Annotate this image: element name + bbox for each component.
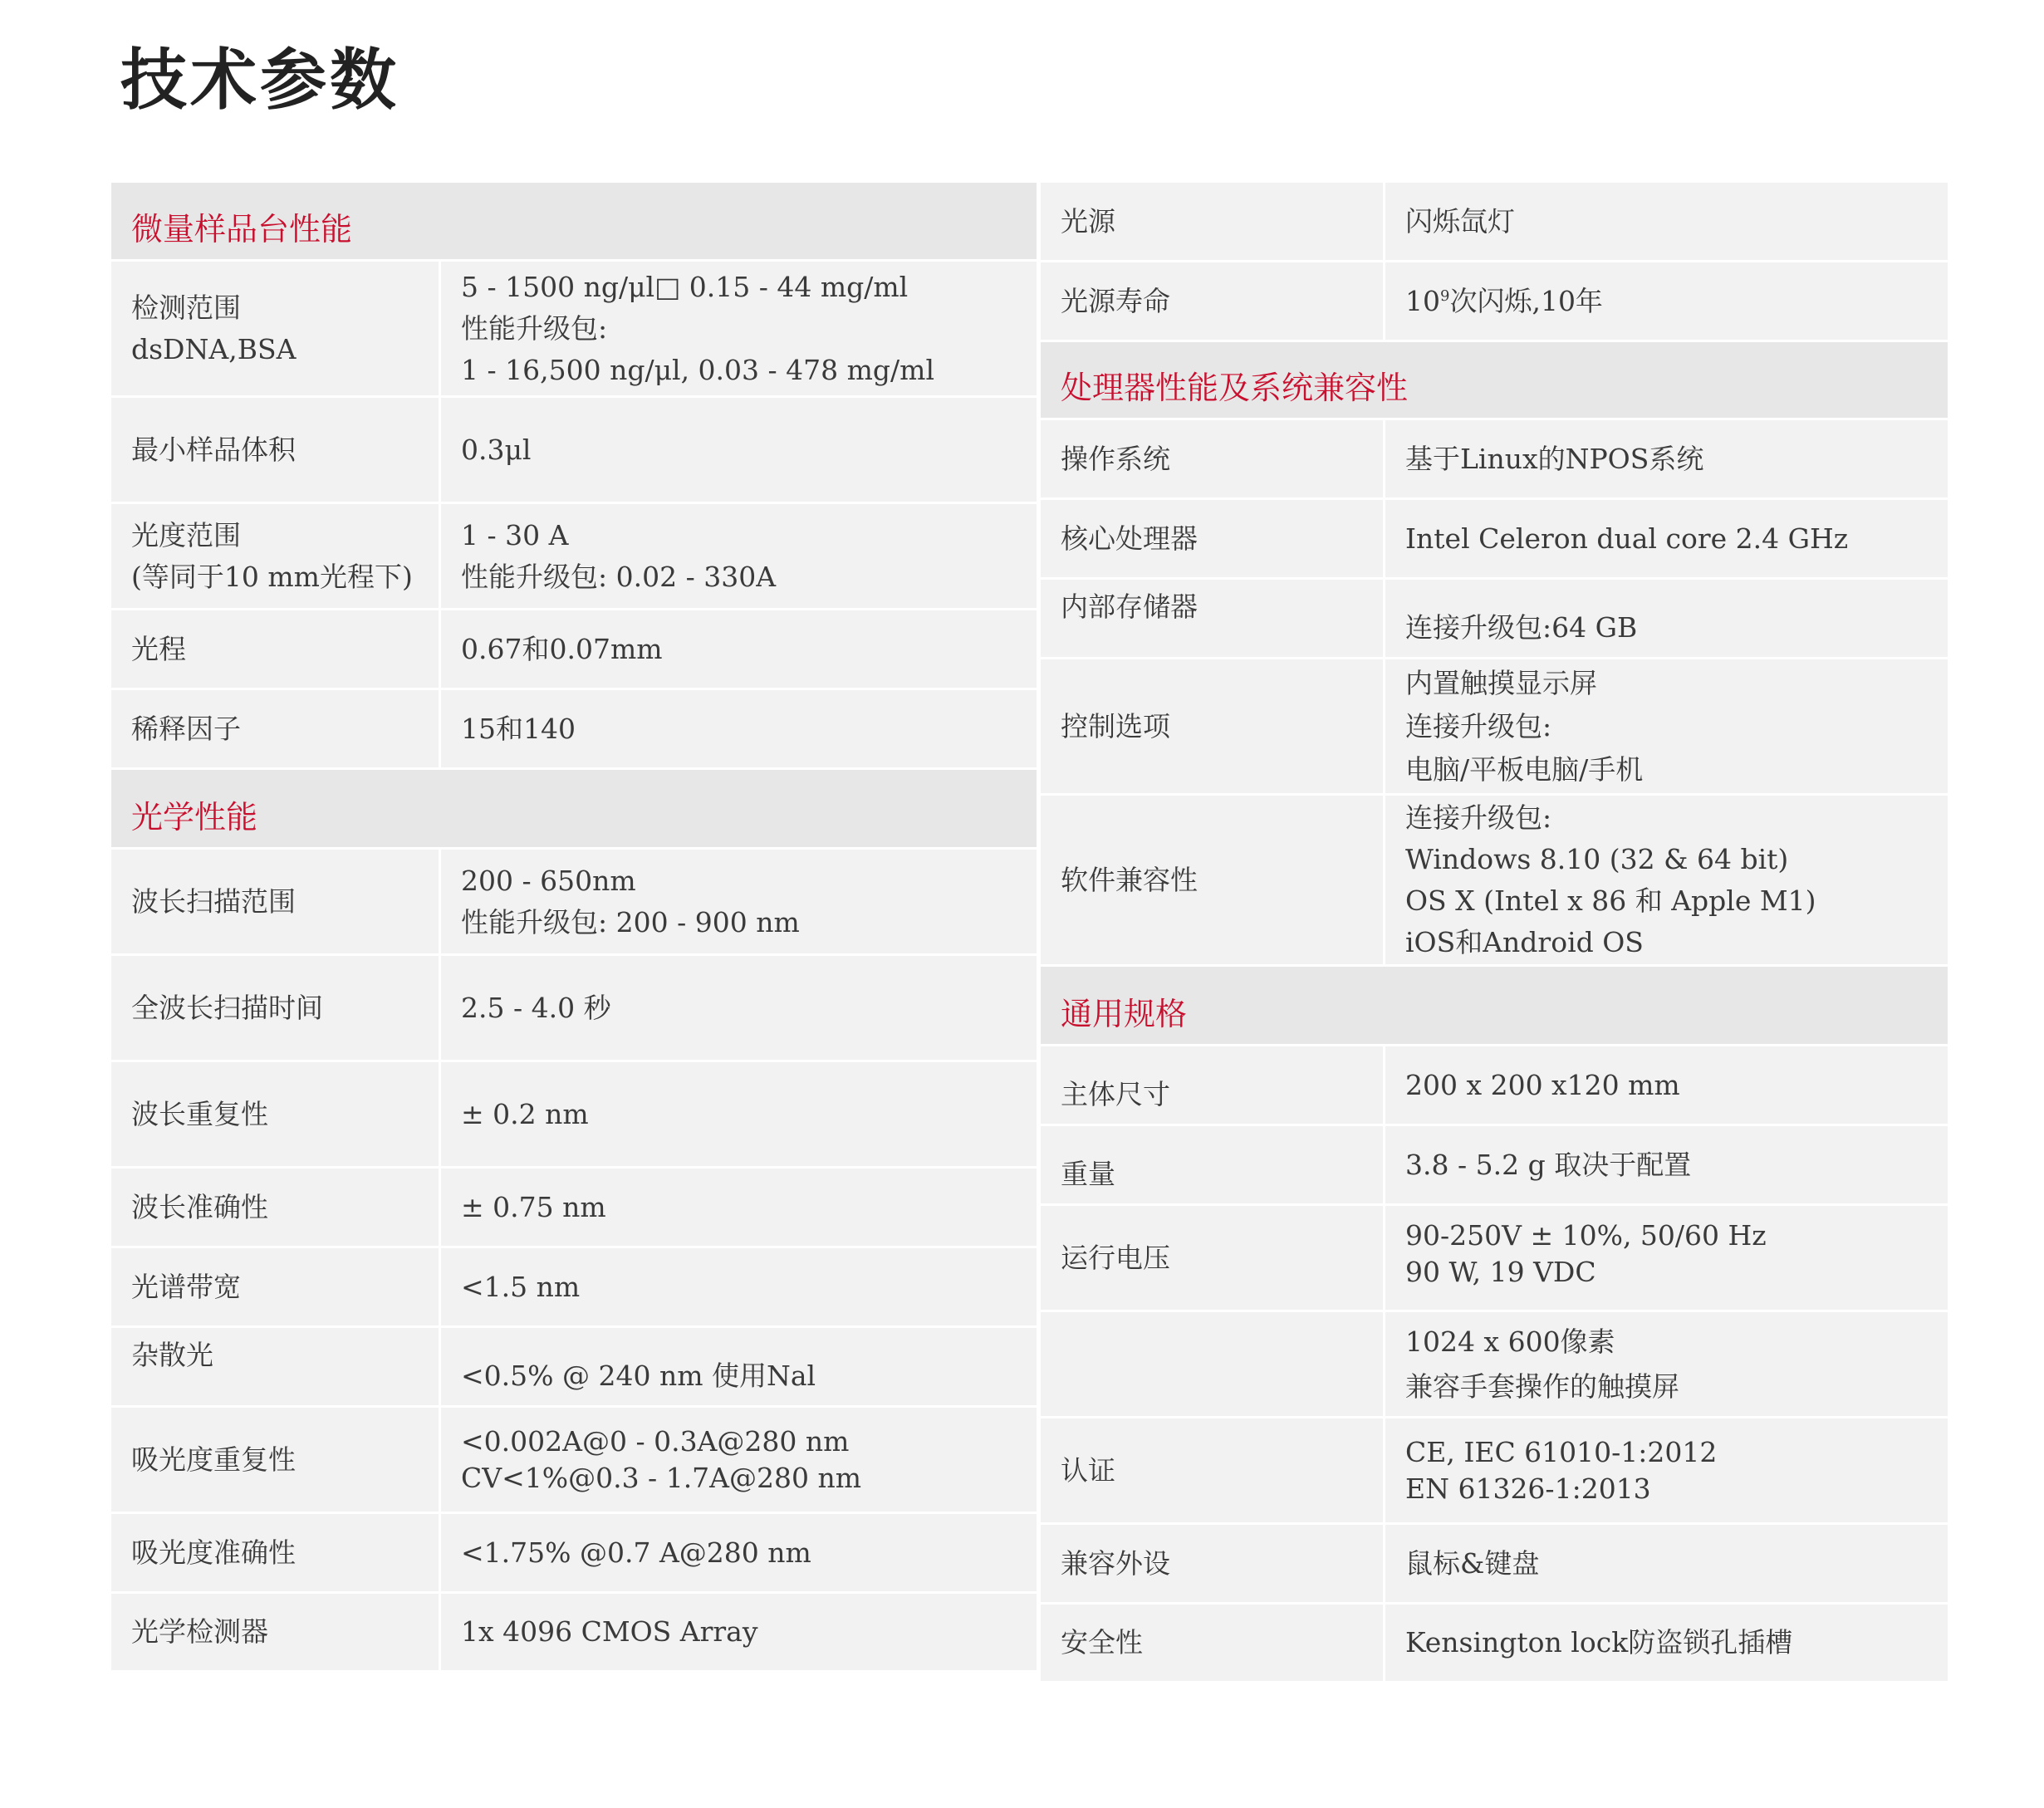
spec-label <box>1041 1605 1385 1681</box>
spec-row <box>111 1408 1037 1514</box>
spec-value <box>1385 580 1948 657</box>
spec-value <box>441 956 1037 1060</box>
spec-label <box>1041 1525 1385 1602</box>
spec-value-line: 性能升级包: 200 - 900 nm <box>461 905 800 938</box>
spec-row <box>1041 1126 1948 1206</box>
spec-value-superscript: 9 <box>1440 287 1450 305</box>
spec-label <box>111 690 441 767</box>
spec-row <box>1041 183 1948 262</box>
spec-label-text: 稀释因子 <box>131 712 241 745</box>
spec-value <box>1385 1418 1948 1522</box>
spec-value-line: 闪烁氙灯 <box>1405 204 1515 238</box>
right-spec-column <box>1041 183 1948 1681</box>
spec-label <box>111 1169 441 1246</box>
spec-value-line: 200 x 200 x120 mm <box>1405 1068 1680 1101</box>
spec-value-line: 0.3μl <box>461 433 532 466</box>
spec-value <box>1385 262 1948 340</box>
spec-label <box>111 850 441 953</box>
spec-value <box>441 1514 1037 1591</box>
spec-label <box>1041 580 1385 657</box>
spec-value-line: 200 - 650nm <box>461 864 636 897</box>
spec-value-line: 90 W, 19 VDC <box>1405 1256 1596 1288</box>
spec-value-line: 连接升级包: <box>1405 709 1552 742</box>
spec-value <box>1385 420 1948 497</box>
spec-row <box>1041 580 1948 659</box>
spec-value-line: 3.8 - 5.2 g 取决于配置 <box>1405 1148 1692 1181</box>
spec-row <box>1041 659 1948 796</box>
spec-label-text: 认证 <box>1061 1453 1115 1487</box>
spec-label-text: 杂散光 <box>131 1339 213 1371</box>
spec-label-text: 全波长扫描时间 <box>131 991 323 1024</box>
spec-value <box>441 1408 1037 1512</box>
spec-label-text: 安全性 <box>1061 1626 1143 1659</box>
spec-label <box>111 956 441 1060</box>
spec-value-line: 鼠标&键盘 <box>1405 1546 1540 1580</box>
spec-value-line: 0.67和0.07mm <box>461 632 663 665</box>
spec-value <box>441 1328 1037 1405</box>
spec-value <box>1385 1126 1948 1203</box>
spec-label <box>111 262 441 395</box>
spec-value-line: Kensington lock防盗锁孔插槽 <box>1405 1626 1793 1659</box>
spec-label-text: 光谱带宽 <box>131 1270 241 1303</box>
spec-row <box>1041 1046 1948 1126</box>
spec-label-text: 重量 <box>1061 1158 1115 1190</box>
spec-value <box>441 850 1037 953</box>
spec-value-line: 1 - 30 A <box>461 518 569 551</box>
spec-label-text: 光程 <box>131 632 186 665</box>
spec-row <box>1041 420 1948 500</box>
spec-value-line: Windows 8.10 (32 & 64 bit) <box>1405 842 1789 875</box>
spec-label <box>1041 1312 1385 1416</box>
left-spec-column <box>111 183 1037 1670</box>
spec-value-line: <0.002A@0 - 0.3A@280 nm <box>461 1424 850 1458</box>
spec-value-line: ± 0.75 nm <box>461 1190 606 1223</box>
spec-value-line: 90-250V ± 10%, 50/60 Hz <box>1405 1219 1767 1252</box>
spec-value <box>1385 500 1948 577</box>
spec-label-text: 软件兼容性 <box>1061 863 1198 896</box>
spec-value-line: 基于Linux的NPOS系统 <box>1405 442 1704 475</box>
spec-label-text: 吸光度重复性 <box>131 1443 296 1476</box>
spec-row <box>111 956 1037 1062</box>
page-title: 技术参数 <box>120 41 399 119</box>
spec-value-line: 15和140 <box>461 712 576 745</box>
spec-label <box>111 1062 441 1166</box>
spec-row <box>1041 500 1948 580</box>
spec-label-subtext: dsDNA,BSA <box>131 332 297 365</box>
spec-label-text: 波长准确性 <box>131 1190 268 1223</box>
spec-value <box>1385 1525 1948 1602</box>
spec-label-text: 光源 <box>1061 204 1115 238</box>
spec-row <box>1041 1418 1948 1525</box>
spec-value <box>441 504 1037 608</box>
spec-value-line: <1.5 nm <box>461 1270 581 1303</box>
spec-label <box>1041 420 1385 497</box>
spec-value-line: 电脑/平板电脑/手机 <box>1405 752 1644 786</box>
spec-row <box>1041 1312 1948 1418</box>
spec-value-line <box>1405 281 1931 322</box>
spec-value <box>441 398 1037 502</box>
spec-row <box>111 610 1037 690</box>
spec-value <box>441 262 1037 395</box>
spec-row <box>1041 796 1948 967</box>
spec-value-line: EN 61326-1:2013 <box>1405 1472 1651 1505</box>
spec-value <box>1385 1206 1948 1310</box>
spec-label-text: 兼容外设 <box>1061 1546 1170 1580</box>
spec-label-text: 光学检测器 <box>131 1615 268 1648</box>
spec-label <box>1041 659 1385 793</box>
spec-label <box>1041 1046 1385 1124</box>
spec-value <box>1385 796 1948 964</box>
spec-row <box>1041 262 1948 342</box>
spec-row <box>1041 1605 1948 1681</box>
spec-label-subtext: (等同于10 mm光程下) <box>131 560 413 593</box>
spec-value-line: Intel Celeron dual core 2.4 GHz <box>1405 522 1849 555</box>
section-header-processor: 处理器性能及系统兼容性 <box>1041 342 1948 420</box>
spec-row <box>111 1594 1037 1670</box>
spec-value <box>1385 1046 1948 1124</box>
spec-label <box>111 1248 441 1325</box>
spec-row <box>1041 1206 1948 1312</box>
spec-value-line: 内置触摸显示屏 <box>1405 666 1597 699</box>
spec-label-text: 检测范围 <box>131 291 241 324</box>
spec-value <box>441 1062 1037 1166</box>
spec-label <box>111 1328 441 1405</box>
spec-value-base: 10 <box>1405 284 1440 317</box>
spec-row <box>1041 1525 1948 1605</box>
spec-value-line: 连接升级包:64 GB <box>1405 611 1638 644</box>
spec-row <box>111 1514 1037 1594</box>
spec-value-line: CE, IEC 61010-1:2012 <box>1405 1435 1718 1468</box>
spec-label <box>1041 1206 1385 1310</box>
spec-value-line: 连接升级包: <box>1405 801 1552 834</box>
section-header-general: 通用规格 <box>1041 967 1948 1046</box>
spec-label-text: 核心处理器 <box>1061 522 1198 555</box>
spec-row <box>111 1062 1037 1169</box>
section-header-microvolume: 微量样品台性能 <box>111 183 1037 262</box>
spec-value-line: <0.5% @ 240 nm 使用Nal <box>461 1360 816 1392</box>
spec-value-line: 性能升级包: 0.02 - 330A <box>461 560 777 593</box>
spec-row <box>111 262 1037 398</box>
section-header-optical: 光学性能 <box>111 770 1037 850</box>
spec-row <box>111 1169 1037 1248</box>
spec-value-rest: 次闪烁,10年 <box>1449 284 1603 317</box>
spec-value-line: OS X (Intel x 86 和 Apple M1) <box>1405 884 1816 917</box>
spec-value-line: 1x 4096 CMOS Array <box>461 1615 758 1648</box>
spec-value-line: 1 - 16,500 ng/μl, 0.03 - 478 mg/ml <box>461 353 935 386</box>
spec-value-line: 兼容手套操作的触摸屏 <box>1405 1369 1679 1403</box>
spec-label <box>1041 183 1385 260</box>
spec-value-line: 2.5 - 4.0 秒 <box>461 991 611 1024</box>
spec-row <box>111 398 1037 504</box>
spec-label <box>1041 796 1385 964</box>
spec-label-text: 最小样品体积 <box>131 433 296 466</box>
spec-label <box>1041 1418 1385 1522</box>
spec-label-text: 内部存储器 <box>1061 590 1198 623</box>
spec-value <box>441 690 1037 767</box>
spec-value-line: 1024 x 600像素 <box>1405 1325 1615 1358</box>
spec-row <box>111 850 1037 956</box>
spec-label <box>1041 500 1385 577</box>
spec-label-text: 光度范围 <box>131 518 241 551</box>
spec-label <box>1041 262 1385 340</box>
spec-value-line: ± 0.2 nm <box>461 1097 589 1130</box>
spec-label-text: 波长重复性 <box>131 1097 268 1130</box>
spec-value <box>1385 183 1948 260</box>
spec-row <box>111 690 1037 770</box>
spec-value <box>1385 1605 1948 1681</box>
spec-label <box>111 1514 441 1591</box>
spec-row <box>111 1248 1037 1328</box>
spec-label <box>1041 1126 1385 1203</box>
spec-label-text: 主体尺寸 <box>1061 1078 1170 1110</box>
spec-value <box>1385 1312 1948 1416</box>
spec-label <box>111 610 441 688</box>
spec-label <box>111 398 441 502</box>
spec-label <box>111 504 441 608</box>
spec-value <box>441 1248 1037 1325</box>
spec-value <box>441 1169 1037 1246</box>
spec-label <box>111 1594 441 1670</box>
spec-value <box>441 1594 1037 1670</box>
spec-row <box>111 1328 1037 1408</box>
spec-value <box>441 610 1037 688</box>
spec-value-line: 5 - 1500 ng/μl□ 0.15 - 44 mg/ml <box>461 270 909 303</box>
spec-value-line: <1.75% @0.7 A@280 nm <box>461 1536 811 1569</box>
spec-label <box>111 1408 441 1512</box>
spec-label-text: 波长扫描范围 <box>131 884 296 918</box>
spec-label-text: 控制选项 <box>1061 709 1170 742</box>
spec-label-text: 光源寿命 <box>1061 284 1170 317</box>
spec-row <box>111 504 1037 610</box>
spec-value-line: iOS和Android OS <box>1405 925 1644 958</box>
spec-value <box>1385 659 1948 793</box>
spec-label-text: 运行电压 <box>1061 1241 1170 1274</box>
spec-label-text: 吸光度准确性 <box>131 1536 296 1569</box>
spec-value-line: CV<1%@0.3 - 1.7A@280 nm <box>461 1461 862 1494</box>
spec-value-line: 性能升级包: <box>461 311 608 345</box>
spec-label-text: 操作系统 <box>1061 442 1170 475</box>
